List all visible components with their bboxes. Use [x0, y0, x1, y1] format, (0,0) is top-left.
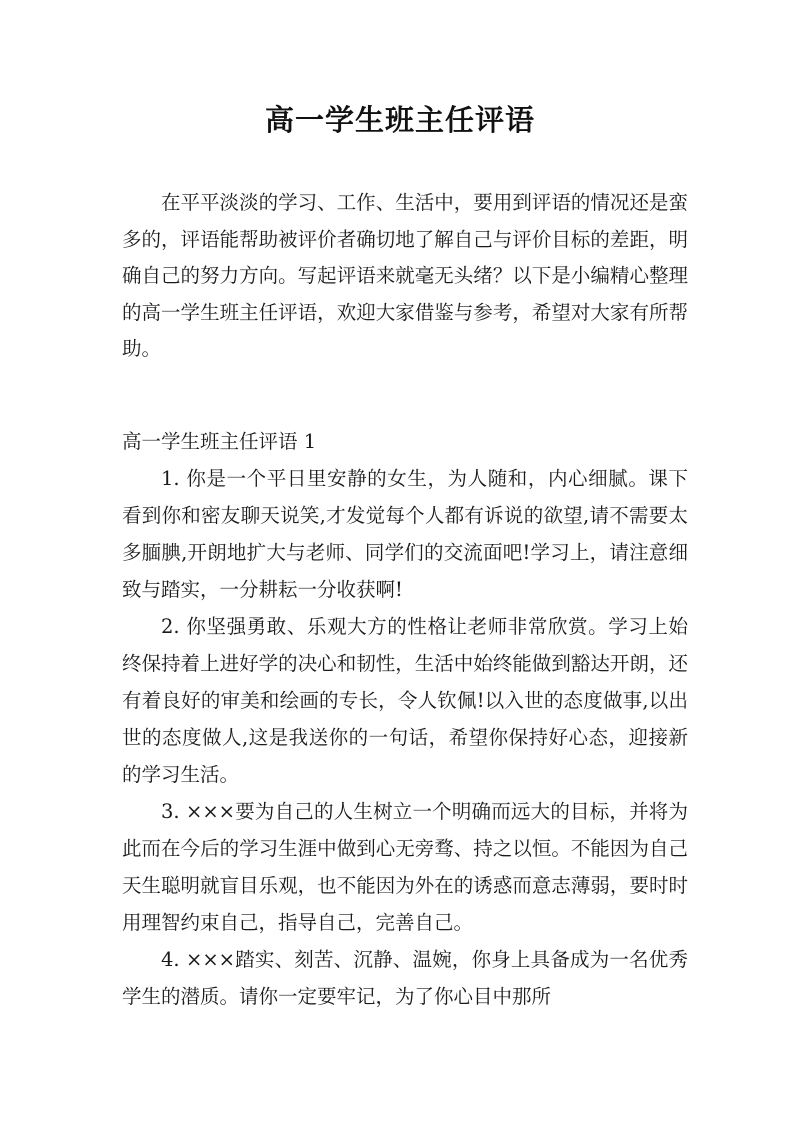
document-title: 高一学生班主任评语	[264, 103, 535, 137]
comment-item: 2. 你坚强勇敢、乐观大方的性格让老师非常欣赏。学习上始终保持着上进好学的决心和韧性，生活中始终能做到豁达开朗，还有着良好的审美和绘画的专长，令人钦佩!以入世的态度做事,以出世的态度做人,这是我送你的一句话，希望你保持好心态，迎接新的学习生活。	[122, 614, 688, 786]
comment-item: 1. 你是一个平日里安静的女生，为人随和，内心细腻。课下看到你和密友聊天说笑,才发觉每个人都有诉说的欲望,请不需要太多腼腆,开朗地扩大与老师、同学们的交流面吧!学习上，请注意细致与踏实，一分耕耘一分收获啊!	[122, 466, 688, 601]
intro-paragraph: 在平平淡淡的学习、工作、生活中，要用到评语的情况还是蛮多的，评语能帮助被评价者确切地了解自己与评价目标的差距，明确自己的努力方向。写起评语来就毫无头绪？以下是小编精心整理的高一学生班主任评语，欢迎大家借鉴与参考，希望对大家有所帮助。	[122, 191, 688, 360]
comment-item: 3. ×××要为自己的人生树立一个明确而远大的目标，并将为此而在今后的学习生涯中做到心无旁骛、持之以恒。不能因为自己天生聪明就盲目乐观，也不能因为外在的诱惑而意志薄弱，要时时用理智约束自己，指导自己，完善自己。	[122, 799, 688, 934]
section-heading: 高一学生班主任评语 1	[122, 429, 317, 453]
document-body	[122, 185, 688, 1015]
comment-item: 4. ×××踏实、刻苦、沉静、温婉，你身上具备成为一名优秀学生的潜质。请你一定要牢记，为了你心目中那所	[122, 947, 688, 1008]
